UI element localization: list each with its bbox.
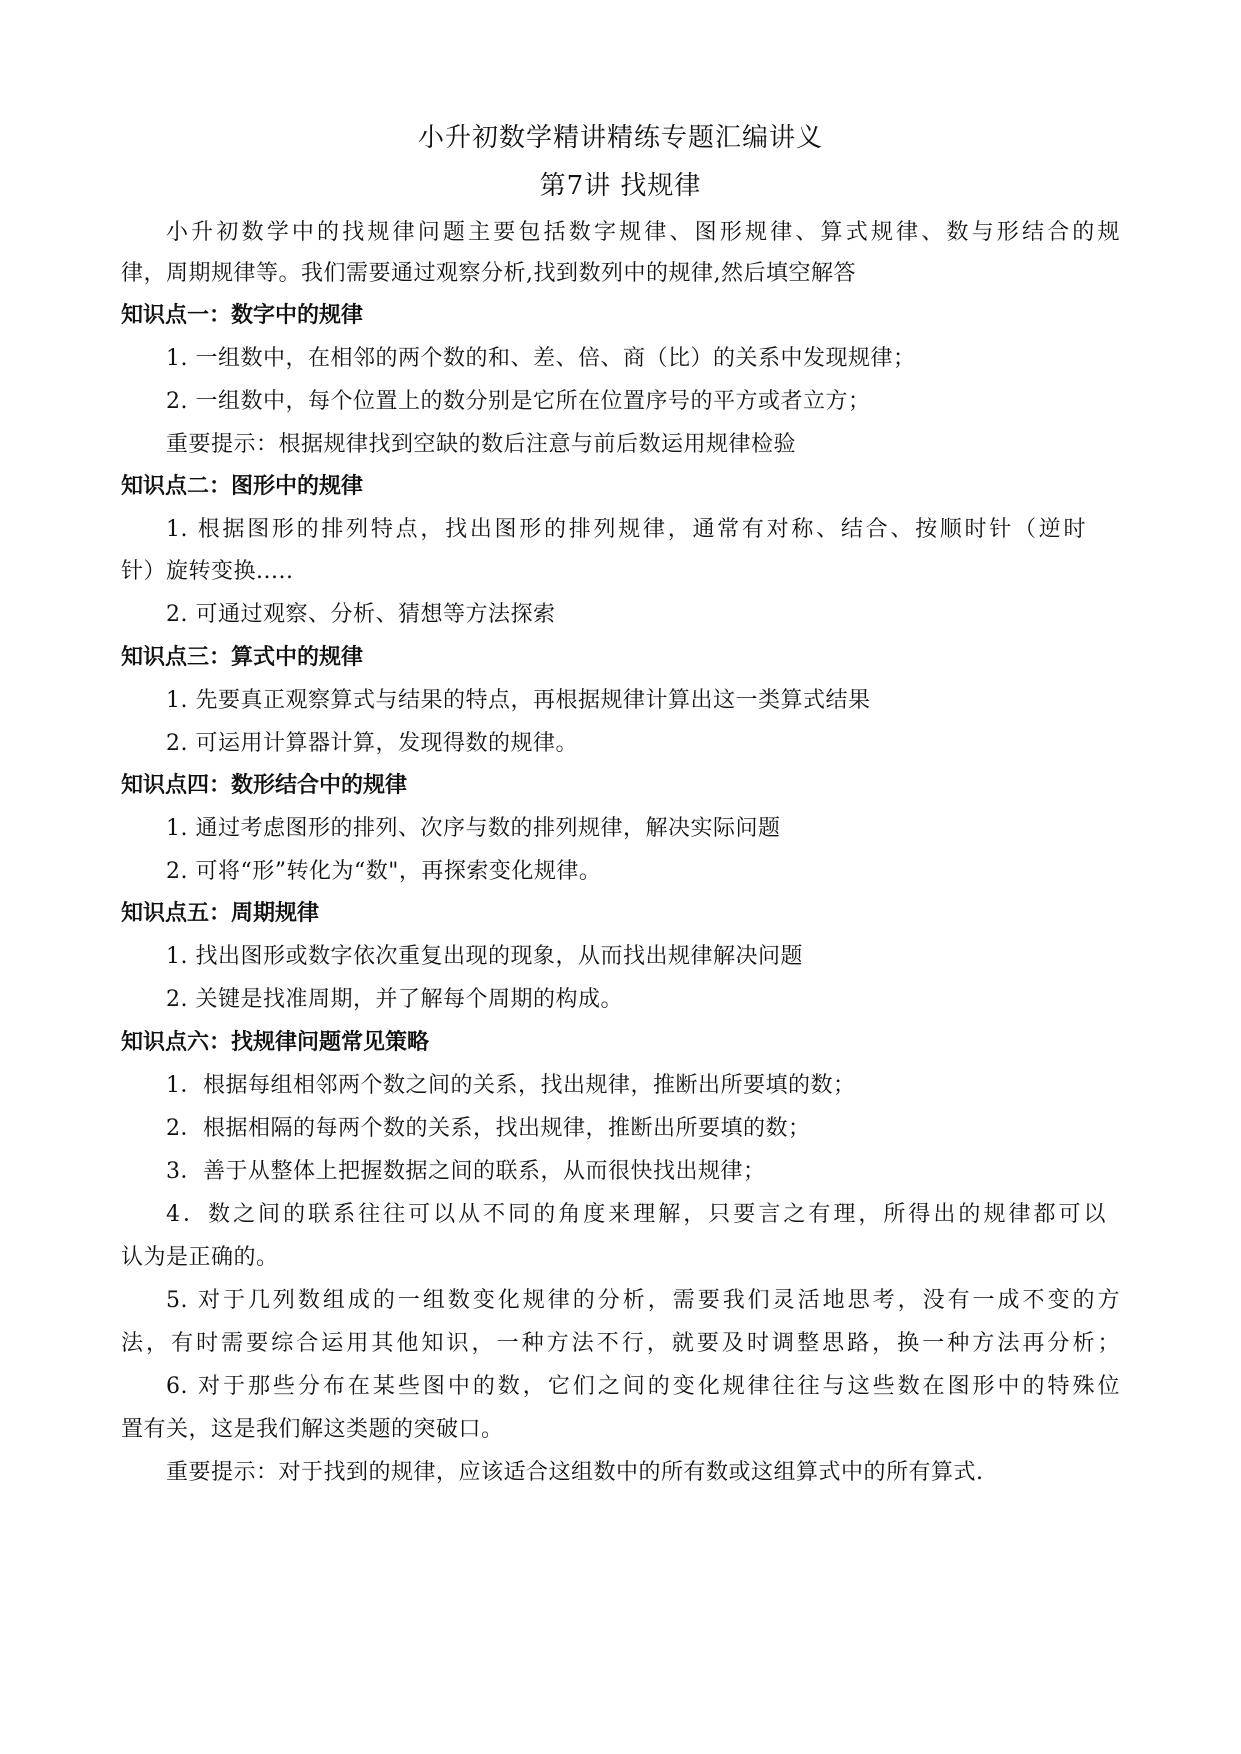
section-heading: 知识点四：数形结合中的规律 (121, 773, 408, 798)
section-line: 6. 对于那些分布在某些图中的数，它们之间的变化规律往往与这些数在图形中的特殊位 (166, 1374, 1120, 1399)
section-heading: 知识点一：数字中的规律 (121, 303, 364, 328)
section-line: 1. 一组数中，在相邻的两个数的和、差、倍、商（比）的关系中发现规律； (166, 346, 916, 371)
important-tip: 重要提示：根据规律找到空缺的数后注意与前后数运用规律检验 (166, 432, 797, 457)
section-line: 认为是正确的。 (121, 1245, 279, 1270)
section-line: 2. 关键是找准周期，并了解每个周期的构成。 (166, 987, 623, 1012)
section-heading: 知识点六：找规律问题常见策略 (121, 1030, 430, 1055)
section-line: 5. 对于几列数组成的一组数变化规律的分析，需要我们灵活地思考，没有一成不变的方 (166, 1288, 1120, 1313)
intro-line: 小升初数学中的找规律问题主要包括数字规律、图形规律、算式规律、数与形结合的规 (166, 220, 1120, 245)
section-line: 2. 可将“形”转化为“数"，再探索变化规律。 (166, 859, 602, 884)
section-heading: 知识点五：周期规律 (121, 901, 320, 926)
section-line: 置有关，这是我们解这类题的突破口。 (121, 1417, 504, 1442)
intro-line: 律，周期规律等。我们需要通过观察分析,找到数列中的规律,然后填空解答 (121, 261, 856, 286)
important-tip: 重要提示：对于找到的规律，应该适合这组数中的所有数或这组算式中的所有算式. (166, 1460, 984, 1485)
document-title: 小升初数学精讲精练专题汇编讲义 (417, 123, 823, 153)
lecture-title: 第7讲 找规律 (539, 171, 702, 201)
section-line: 针）旋转变换..... (121, 559, 294, 584)
section-heading: 知识点三：算式中的规律 (121, 645, 364, 670)
section-heading: 知识点二：图形中的规律 (121, 474, 364, 499)
section-line: 1. 找出图形或数字依次重复出现的现象，从而找出规律解决问题 (166, 944, 803, 969)
section-line: 1. 通过考虑图形的排列、次序与数的排列规律，解决实际问题 (166, 816, 781, 841)
section-line: 2. 一组数中，每个位置上的数分别是它所在位置序号的平方或者立方； (166, 389, 871, 414)
section-line: 4．数之间的联系往往可以从不同的角度来理解，只要言之有理，所得出的规律都可以 (166, 1202, 1106, 1227)
section-line: 1．根据每组相邻两个数之间的关系，找出规律，推断出所要填的数； (166, 1073, 856, 1098)
section-line: 2. 可运用计算器计算，发现得数的规律。 (166, 731, 578, 756)
section-line: 3．善于从整体上把握数据之间的联系，从而很快找出规律； (166, 1159, 766, 1184)
section-line: 2. 可通过观察、分析、猜想等方法探索 (166, 602, 556, 627)
section-line: 2．根据相隔的每两个数的关系，找出规律，推断出所要填的数； (166, 1116, 811, 1141)
section-line: 1. 先要真正观察算式与结果的特点，再根据规律计算出这一类算式结果 (166, 688, 871, 713)
section-line: 法，有时需要综合运用其他知识，一种方法不行，就要及时调整思路，换一种方法再分析； (121, 1331, 1120, 1356)
section-line: 1. 根据图形的排列特点，找出图形的排列规律，通常有对称、结合、按顺时针（逆时 (166, 517, 1086, 542)
